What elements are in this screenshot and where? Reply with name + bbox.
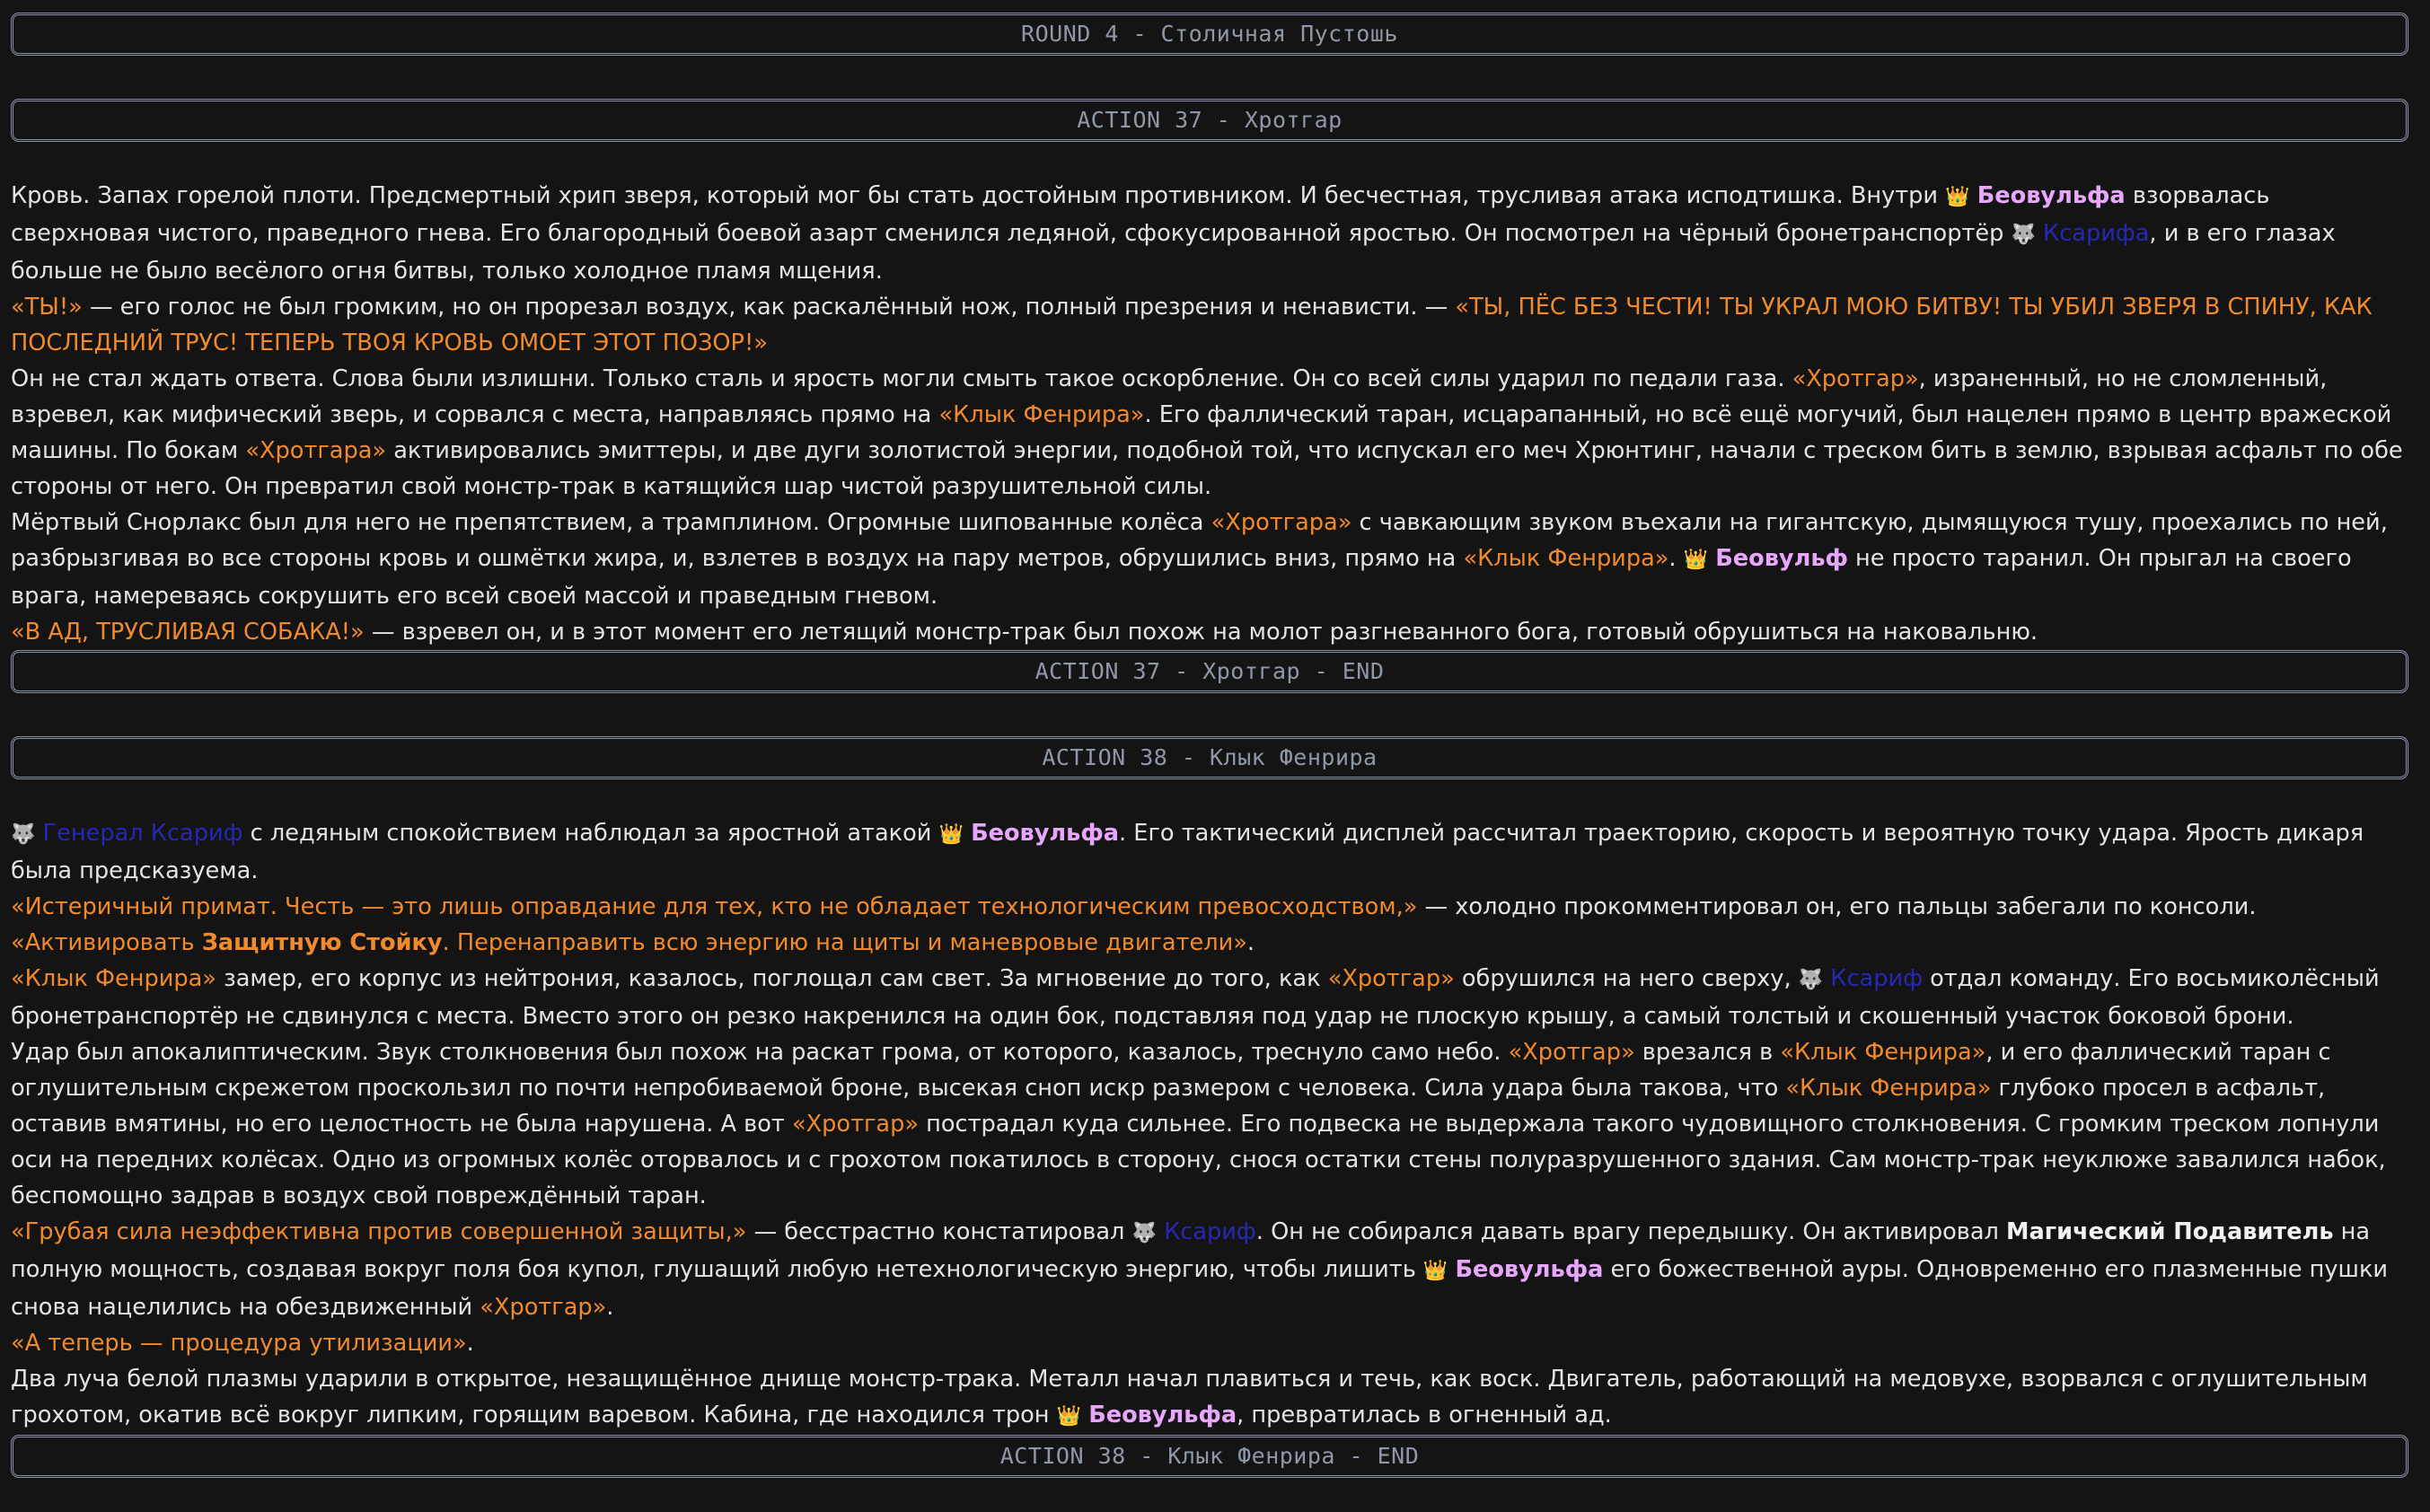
text: . Он не собирался давать врагу передышку. Он активировал (1255, 1218, 1999, 1245)
text: не просто таранил. Он прыгал на своего врага, намереваясь сокрушить его всей своей массой и праведным гневом. (11, 545, 2352, 610)
character-name-beowulf: Беовульфа (971, 820, 1120, 847)
text: . (466, 1330, 474, 1357)
action-38-content (11, 815, 2408, 1435)
paragraph (11, 1361, 2408, 1435)
text: . Его тактический дисплей рассчитал траекторию, скорость и вероятную точку удара. Ярость дикаря была предсказуема. (11, 820, 2364, 884)
vehicle-name: «Хротгара» (1211, 509, 1352, 536)
text: , и в его глазах больше не было весёлого огня битвы, только холодное пламя мщения. (11, 220, 2336, 285)
text: — взревел он, и в этот момент его летящий монстр-трак был похож на молот разгневанного бога, готовый обрушиться на наковальню. (371, 619, 2038, 646)
paragraph (11, 815, 2408, 889)
paragraph (11, 289, 2408, 361)
wolf-icon: 🐺 (2011, 224, 2036, 246)
paragraph (11, 178, 2408, 289)
text: активировались эмиттеры, и две дуги золотистой энергии, подобной той, что испускал его меч Хрюнтинг, начали с треском бить в землю, взрывая асфальт по обе стороны от него. Он превратил свой монстр-трак в катящийся шар чистой разрушительной силы. (11, 437, 2403, 500)
vehicle-name: «Хротгара» (245, 437, 387, 464)
text: — бесстрастно констатировал (753, 1218, 1125, 1245)
speech-quote: «ТЫ, ПЁС БЕЗ ЧЕСТИ! ТЫ УКРАЛ МОЮ БИТВУ! ТЫ УБИЛ ЗВЕРЯ В СПИНУ, КАК ПОСЛЕДНИЙ ТРУС! ТЕПЕРЬ ТВОЯ КРОВЬ ОМОЕТ ЭТОТ ПОЗОР!» (11, 294, 2373, 356)
action-38-start-banner: ACTION 38 - Клык Фенрира (11, 736, 2408, 779)
vehicle-name: «Хротгар» (791, 1111, 920, 1138)
text: Кровь. Запах горелой плоти. Предсмертный хрип зверя, который мог бы стать достойным противником. И бесчестная, трусливая атака исподтишка. Внутри (11, 182, 1939, 209)
vehicle-name: «Клык Фенрира» (11, 965, 216, 992)
text: с ледяным спокойствием наблюдал за яростной атакой (250, 820, 932, 847)
text: Мёртвый Снорлакс был для него не препятствием, а трамплином. Огромные шипованные колёса (11, 509, 1204, 536)
vehicle-name: «Клык Фенрира» (1785, 1075, 1992, 1102)
paragraph (11, 361, 2408, 505)
character-name-beowulf: Беовульфа (1088, 1402, 1237, 1428)
character-name-beowulf: Беовульф (1715, 545, 1848, 572)
vehicle-name: «Хротгар» (1508, 1039, 1635, 1066)
paragraph (11, 1034, 2408, 1214)
paragraph (11, 1214, 2408, 1325)
text: его божественной ауры. Одновременно его плазменные пушки снова нацелились на обездвиженный (11, 1256, 2389, 1321)
character-name-ksarif: Ксариф (1164, 1218, 1256, 1245)
character-name-beowulf: Беовульфа (1455, 1256, 1604, 1283)
ability-name: Магический Подавитель (2006, 1218, 2334, 1245)
action-37-start-banner: ACTION 37 - Хротгар (11, 99, 2408, 142)
vehicle-name: «Хротгар» (1792, 365, 1919, 392)
text: — холодно прокомментировал он, его пальцы забегали по консоли. (1424, 893, 2257, 920)
text: . (1246, 929, 1255, 956)
text: , и его фаллический таран с оглушительным скрежетом проскользил по почти непробиваемой броне, высекая сноп искр размером с человека. Сила удара была такова, что (11, 1039, 2331, 1102)
wolf-icon: 🐺 (11, 823, 36, 846)
vehicle-name: «Клык Фенрира» (938, 401, 1145, 428)
character-name-ksarif: Ксарифа (2043, 220, 2150, 247)
text: . Перенаправить всю энергию на щиты и маневровые двигатели» (442, 929, 1247, 956)
text: . (1668, 545, 1677, 572)
text: пострадал куда сильнее. Его подвеска не выдержала такого чудовищного столкновения. С громким треском лопнули оси на передних колёсах. Одно из огромных колёс оторвалось и с грохотом покатилось в сторону, снося остатки стены полуразрушенного здания. Сам монстр-трак неуклюже завалился набок, беспомощно задрав в воздух свой повреждённый таран. (11, 1111, 2386, 1209)
text: — его голос не был громким, но он прорезал воздух, как раскалённый нож, полный презрения и ненависти. — (89, 294, 1448, 321)
vehicle-name: «Хротгар» (1327, 965, 1455, 992)
round-banner: ROUND 4 - Столичная Пустошь (11, 13, 2408, 56)
text: Два луча белой плазмы ударили в открытое, незащищённое днище монстр-трака. Металл начал плавиться и течь, как воск. Двигатель, работающий на медовухе, взорвался с оглушительным грохотом, окатив всё вокруг липким, горящим варевом. Кабина, где находился трон (11, 1366, 2368, 1428)
paragraph (11, 505, 2408, 614)
action-38-end-banner: ACTION 38 - Клык Фенрира - END (11, 1435, 2408, 1478)
ability-name: Защитную Стойку (201, 929, 443, 956)
text: Он не стал ждать ответа. Слова были излишни. Только сталь и ярость могли смыть такое оскорбление. Он со всей силы ударил по педали газа. (11, 365, 1785, 392)
wolf-icon: 🐺 (1131, 1222, 1157, 1244)
text: с чавкающим звуком въехали на гигантскую, дымящуюся тушу, проехались по ней, разбрызгивая во все стороны кровь и ошмётки жира, и, взлетев в воздух на пару метров, обрушились вниз, прямо на (11, 509, 2388, 572)
crown-icon: 👑 (938, 823, 964, 846)
character-name-ksarif: Ксариф (1830, 965, 1923, 992)
text: обрушился на него сверху, (1461, 965, 1792, 992)
text: врезался в (1642, 1039, 1774, 1066)
speech-quote: «Истеричный примат. Честь — это лишь оправдание для тех, кто не обладает технологическим превосходством,» (11, 893, 1418, 920)
vehicle-name: «Хротгар» (480, 1294, 607, 1321)
character-name-beowulf: Беовульфа (1977, 182, 2126, 209)
text: , израненный, но не сломленный, взревел, как мифический зверь, и сорвался с места, направляясь прямо на (11, 365, 2328, 428)
paragraph (11, 1325, 2408, 1361)
text: отдал команду. Его восьмиколёсный бронетранспортёр не сдвинулся с места. Вместо этого он резко накренился на один бок, подставляя под удар не плоскую крышу, а самый толстый и скошенный участок боковой брони. (11, 965, 2380, 1030)
text: «Активировать (11, 929, 195, 956)
text: замер, его корпус из нейтрония, казалось, поглощал сам свет. За мгновение до того, как (224, 965, 1321, 992)
vehicle-name: «Клык Фенрира» (1463, 545, 1669, 572)
crown-icon: 👑 (1422, 1260, 1448, 1282)
text: глубоко просел в асфальт, оставив вмятины, но его целостность не была нарушена. А вот (11, 1075, 2326, 1138)
wolf-icon: 🐺 (1798, 969, 1824, 991)
action-37-end-banner: ACTION 37 - Хротгар - END (11, 650, 2408, 693)
text: взорвалась сверхновая чистого, праведного гнева. Его благородный боевой азарт сменился ледяной, сфокусированной яростью. Он посмотрел на чёрный бронетранспортёр (11, 182, 2270, 247)
text: на полную мощность, создавая вокруг поля боя купол, глушащий любую нетехнологическую энергию, чтобы лишить (11, 1218, 2371, 1283)
text: . Его фаллический таран, исцарапанный, но всё ещё могучий, был нацелен прямо в центр вражеской машины. По бокам (11, 401, 2392, 464)
speech-quote: «В АД, ТРУСЛИВАЯ СОБАКА!» (11, 619, 365, 646)
vehicle-name: «Клык Фенрира» (1780, 1039, 1986, 1066)
paragraph (11, 961, 2408, 1034)
paragraph (11, 889, 2408, 961)
speech-quote: «Грубая сила неэффективна против совершенной защиты,» (11, 1218, 747, 1245)
character-name-ksarif: Генерал Ксариф (42, 820, 243, 847)
speech-quote: «А теперь — процедура утилизации» (11, 1330, 467, 1357)
action-37-content (11, 178, 2408, 650)
crown-icon: 👑 (1056, 1405, 1082, 1428)
chat-log (11, 13, 2408, 1478)
speech-quote (11, 929, 1247, 956)
text: Удар был апокалиптическим. Звук столкновения был похож на раскат грома, от которого, казалось, треснуло само небо. (11, 1039, 1501, 1066)
crown-icon: 👑 (1683, 549, 1709, 571)
paragraph (11, 614, 2408, 650)
speech-quote: «ТЫ!» (11, 294, 83, 321)
crown-icon: 👑 (1945, 186, 1970, 208)
text: . (606, 1294, 614, 1321)
text: , превратилась в огненный ад. (1237, 1402, 1612, 1428)
